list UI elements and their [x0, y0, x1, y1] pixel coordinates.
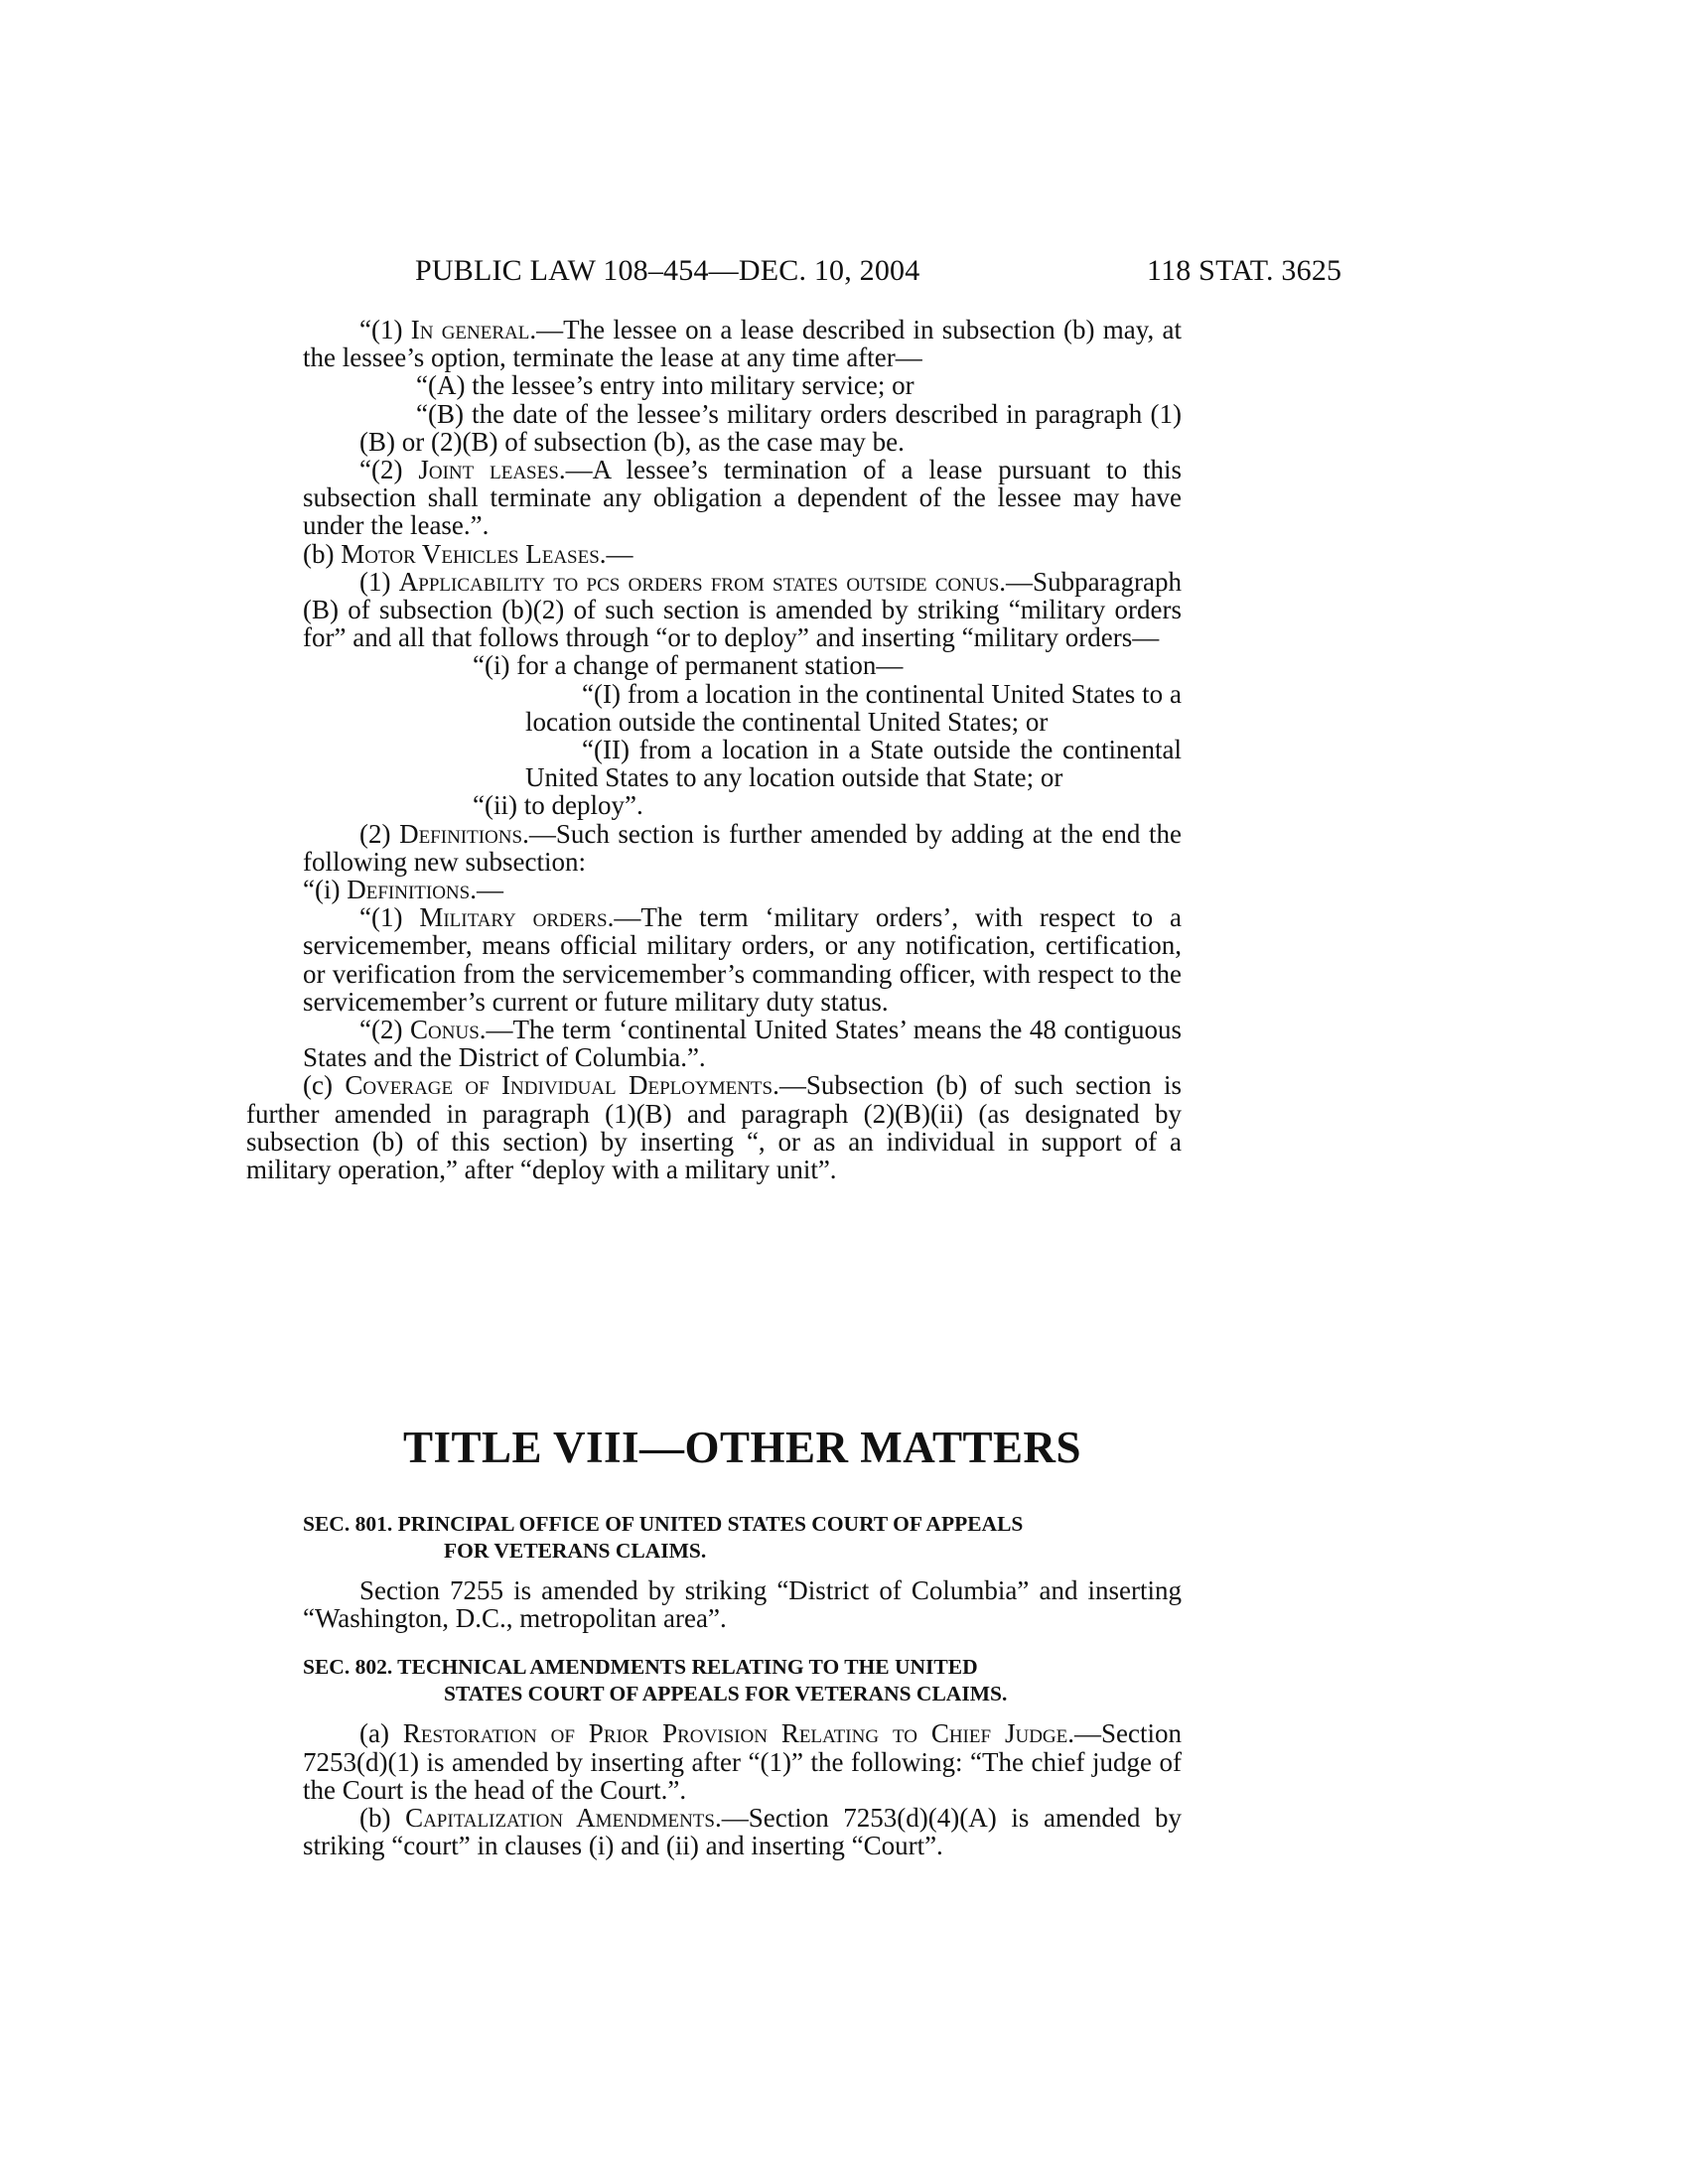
- paragraph-in-general: “(1) In general.—The lessee on a lease described in subsection (b) may, at the lessee’s option, terminate the lease at any time after—: [303, 315, 1183, 373]
- clause-b: “(B) the date of the lessee’s military orders described in paragraph (1)(B) or (2)(B) of subsection (b), as the case may be.: [359, 398, 1182, 457]
- amendment-text-block: [246, 315, 1183, 1185]
- section-801-heading: SEC. 801. PRINCIPAL OFFICE OF UNITED STATES COURT OF APPEALS FOR VETERANS CLAIMS.: [303, 1512, 1024, 1563]
- subsection-motor-vehicles-leases: (b) Motor Vehicles Leases.—: [303, 538, 633, 569]
- paragraph-definitions: (2) Definitions.—Such section is further amended by adding at the end the following new subsection:: [303, 818, 1183, 877]
- paragraph-applicability-pcs-orders: (1) Applicability to pcs orders from states outside conus.—Subparagraph (B) of subsection (b)(2) of such section is amended by striking “military orders for” and all that follows through “or to deploy” and inserting “military orders—: [303, 566, 1182, 653]
- definition-military-orders: “(1) Military orders.—The term ‘military orders’, with respect to a servicemember, means official military orders, or any notification, certification, or verification from the servicemember’s commanding officer, with respect to the servicemember’s current or future military duty status.: [303, 902, 1182, 1017]
- running-header-citation: PUBLIC LAW 108–454—DEC. 10, 2004: [415, 254, 920, 287]
- definition-conus: “(2) Conus.—The term ‘continental United States’ means the 48 contiguous States and the District of Columbia.”.: [303, 1015, 1182, 1073]
- paragraph-joint-leases: “(2) Joint leases.—A lessee’s termination of a lease pursuant to this subsection shall terminate any obligation a dependent of the lessee may have under the lease.”.: [303, 455, 1183, 541]
- clause-ii-deploy: “(ii) to deploy”.: [473, 790, 643, 821]
- subclause-I: “(I) from a location in the continental United States to a location outside the continental United States; or: [525, 678, 1182, 737]
- section-802-subsection-a: (a) Restoration of Prior Provision Relating to Chief Judge.—Section 7253(d)(1) is amended by inserting after “(1)” the following: “The chief judge of the Court is the head of the Court.”.: [303, 1718, 1182, 1805]
- section-802-subsection-b: (b) Capitalization Amendments.—Section 7253(d)(4)(A) is amended by striking “court” in clauses (i) and (ii) and inserting “Court”.: [303, 1803, 1182, 1861]
- section-802-heading: SEC. 802. TECHNICAL AMENDMENTS RELATING TO THE UNITED STATES COURT OF APPEALS FOR VETERANS CLAIMS.: [303, 1655, 1008, 1706]
- clause-i-permanent-station: “(i) for a change of permanent station—: [473, 650, 904, 681]
- running-header-page-number: 118 STAT. 3625: [1147, 254, 1342, 287]
- section-801-text: Section 7255 is amended by striking “District of Columbia” and inserting “Washington, D.C., metropolitan area”.: [303, 1575, 1182, 1634]
- subsection-coverage-individual-deployments: (c) Coverage of Individual Deployments.—Subsection (b) of such section is further amended in paragraph (1)(B) and paragraph (2)(B)(ii) (as designated by subsection (b) of this section) by inserting “, or as an individual in support of a military operation,” after “deploy with a military unit”.: [246, 1070, 1182, 1185]
- title-heading: TITLE VIII—OTHER MATTERS: [402, 1423, 1082, 1472]
- subclause-II: “(II) from a location in a State outside the continental United States to any location outside that State; or: [525, 735, 1182, 793]
- clause-a: “(A) the lessee’s entry into military service; or: [416, 370, 914, 401]
- title-viii-sections: [303, 1511, 1182, 1859]
- subsection-i-definitions: “(i) Definitions.—: [303, 875, 503, 905]
